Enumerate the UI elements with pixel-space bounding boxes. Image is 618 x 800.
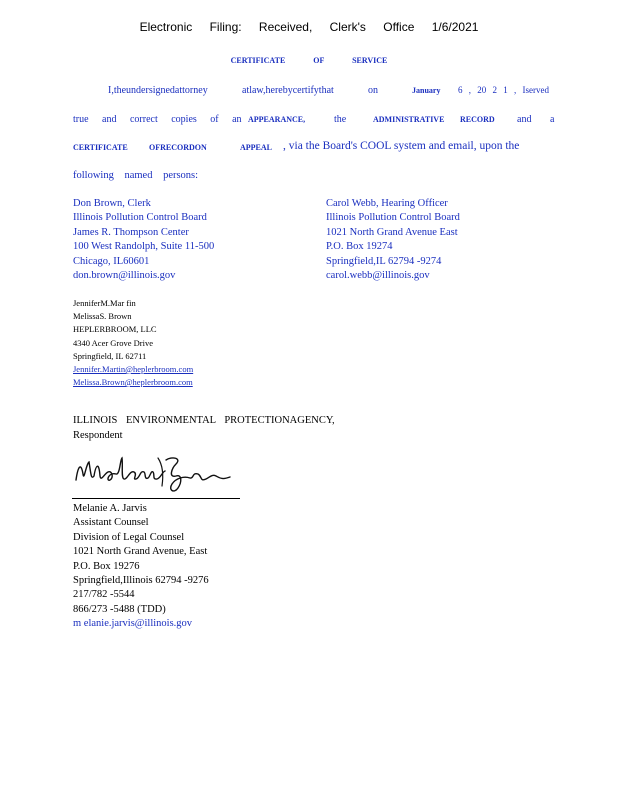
signatory-line: 217/782 -5544 [73, 589, 135, 601]
recipient-third [73, 297, 239, 389]
cert-line1-e: 6 , 20 2 1 , Iserved [458, 85, 549, 95]
cert-line2-f: and a [517, 114, 555, 125]
signatory-line: 1021 North Grand Avenue, East [73, 546, 208, 558]
signature-image [72, 452, 242, 498]
signatory-line: Springfield,Illinois 62794 -9276 [73, 574, 209, 586]
recipient-left-line: Chicago, IL60601 [73, 255, 150, 267]
respondent-label: Respondent [73, 430, 123, 441]
cert-line1-c: on [368, 85, 378, 96]
signatory-line: Assistant Counsel [73, 517, 149, 529]
cert-line1-a: I,theundersignedattorney [108, 85, 208, 96]
recipient-third-line: 4340 Acer Grove Drive [73, 337, 154, 348]
recipient-third-line: HEPLERBROOM, LLC [73, 324, 157, 335]
cert-line2-appearance: APPEARANCE, [248, 115, 306, 124]
recipient-third-email[interactable]: Jennifer.Martin@heplerbroom.com [73, 363, 194, 374]
signatory-line: Division of Legal Counsel [73, 531, 185, 543]
recipient-right-line: 1021 North Grand Avenue East [326, 226, 458, 238]
cert-line2-c: the [334, 114, 347, 125]
recipient-right-line: Springfield,IL 62794 -9274 [326, 255, 442, 267]
agency-name: ILLINOIS ENVIRONMENTAL PROTECTIONAGENCY, [73, 415, 335, 426]
cert-line2-record: RECORD [460, 115, 495, 124]
signatory-block [73, 502, 209, 631]
recipient-third-line: JenniferM.Mar fin [73, 298, 136, 308]
cert-line2-admin: ADMINISTRATIVE [373, 115, 445, 124]
signatory-line: 866/273 -5488 (TDD) [73, 603, 166, 615]
filing-stamp: Electronic Filing: Received, Clerk's Office 1/6/2021 [139, 20, 479, 34]
cert-line3-d: , via the Board's COOL system and email, upon the [283, 140, 520, 152]
signatory-email[interactable]: m elanie.jarvis@illinois.gov [73, 618, 193, 629]
recipient-right [326, 197, 460, 283]
signature-line [72, 498, 240, 499]
cert-line3-ofrecordon: OFRECORDON [149, 143, 207, 152]
recipient-third-line: MelissaS. Brown [73, 311, 132, 322]
recipient-right-line: Carol Webb, Hearing Officer [326, 198, 448, 209]
recipient-right-email[interactable]: carol.webb@illinois.gov [326, 269, 430, 281]
recipient-third-email[interactable]: Melissa.Brown@heplerbroom.com [73, 377, 193, 388]
recipient-right-line: P.O. Box 19274 [326, 241, 393, 253]
cert-line1-b: atlaw,herebycertifythat [242, 85, 334, 96]
signatory-line: P.O. Box 19276 [73, 560, 140, 572]
cert-line1-date-month: January [412, 86, 441, 95]
recipient-right-line: Illinois Pollution Control Board [326, 212, 460, 224]
certificate-title: CERTIFICATE OF SERVICE [230, 56, 388, 65]
cert-line2-a: true and correct copies of an [73, 114, 242, 125]
cert-line4: following named persons: [73, 170, 199, 181]
recipient-left [73, 197, 214, 283]
recipient-third-line: Springfield, IL 62711 [73, 350, 147, 361]
cert-line3-appeal: APPEAL [240, 143, 272, 152]
cert-line3-certificate: CERTIFICATE [73, 143, 128, 152]
recipient-left-line: Illinois Pollution Control Board [73, 212, 207, 224]
signatory-line: Melanie A. Jarvis [73, 503, 147, 514]
recipient-left-line: James R. Thompson Center [73, 226, 189, 238]
recipient-left-line: 100 West Randolph, Suite 11-500 [73, 241, 215, 253]
recipient-left-email[interactable]: don.brown@illinois.gov [73, 269, 176, 281]
recipient-left-line: Don Brown, Clerk [73, 198, 151, 209]
